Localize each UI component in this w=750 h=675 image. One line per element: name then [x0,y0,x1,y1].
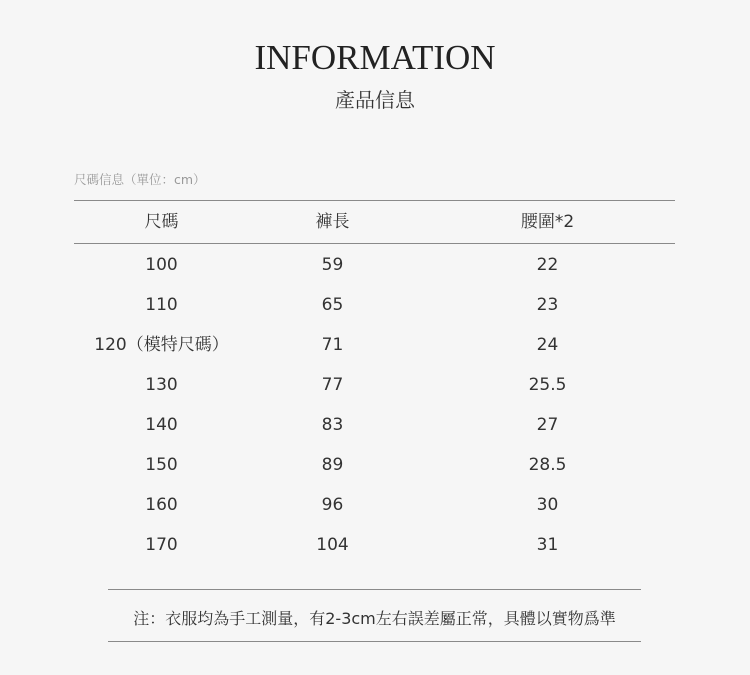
page-title: INFORMATION [254,38,496,77]
measurement-note: 注：衣服均為手工測量，有2-3cm左右誤差屬正常，具體以實物爲準 [133,609,616,628]
column-header-size: 尺碼 [144,212,179,232]
size-cell: 150 [145,455,178,475]
length-cell: 96 [321,495,344,515]
size-cell: 170 [145,535,178,555]
waist-cell: 27 [536,415,559,435]
page-subtitle: 產品信息 [335,88,415,112]
size-cell: 110 [145,295,178,315]
waist-cell: 23 [536,295,559,315]
length-cell: 89 [321,455,344,475]
table-header-divider [74,243,675,244]
column-header-waist: 腰圍*2 [520,212,575,232]
column-header-length: 褲長 [315,212,350,232]
waist-cell: 30 [536,495,559,515]
length-cell: 71 [321,335,344,355]
waist-cell: 22 [536,255,559,275]
length-cell: 65 [321,295,344,315]
length-cell: 77 [321,375,344,395]
length-cell: 104 [316,535,349,555]
length-cell: 59 [321,255,344,275]
size-table-caption: 尺碼信息（單位：cm） [74,172,206,187]
size-cell: 160 [145,495,178,515]
size-cell: 120（模特尺碼） [94,335,229,355]
table-top-divider [74,200,675,201]
note-bottom-divider [108,641,641,642]
size-cell: 130 [145,375,178,395]
length-cell: 83 [321,415,344,435]
waist-cell: 24 [536,335,559,355]
waist-cell: 28.5 [528,455,567,475]
size-cell: 100 [145,255,178,275]
note-top-divider [108,589,641,590]
size-cell: 140 [145,415,178,435]
waist-cell: 25.5 [528,375,567,395]
waist-cell: 31 [536,535,559,555]
